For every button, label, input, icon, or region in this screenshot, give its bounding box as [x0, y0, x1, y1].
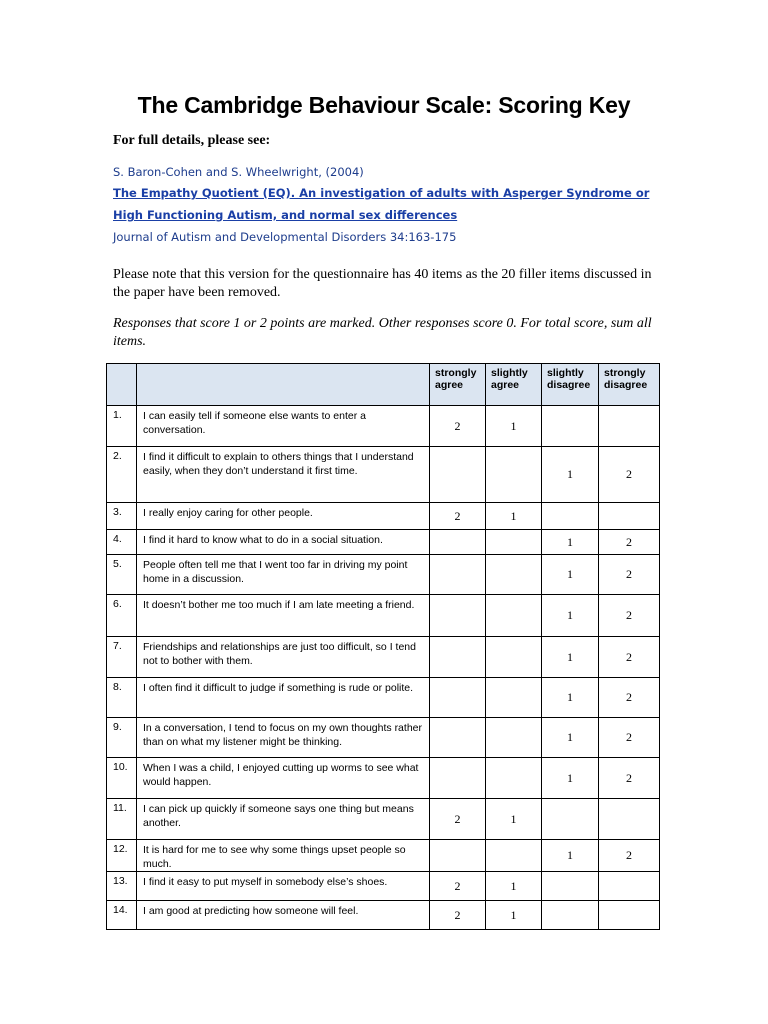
score-strongly-disagree: 2	[599, 595, 660, 637]
score-slightly-disagree: 1	[542, 530, 599, 555]
score-slightly-agree	[486, 840, 542, 872]
score-strongly-agree	[430, 595, 486, 637]
table-row	[107, 595, 660, 637]
score-strongly-agree: 2	[430, 901, 486, 930]
reference-journal: Journal of Autism and Developmental Disorders 34:163-175	[113, 230, 457, 244]
table-row	[107, 637, 660, 678]
score-strongly-disagree: 2	[599, 555, 660, 595]
score-strongly-disagree	[599, 503, 660, 530]
score-strongly-agree: 2	[430, 872, 486, 901]
score-strongly-disagree: 2	[599, 637, 660, 678]
score-slightly-disagree	[542, 406, 599, 447]
table-header-row	[107, 364, 660, 406]
score-strongly-agree: 2	[430, 799, 486, 840]
item-number: 1.	[107, 406, 137, 447]
item-number: 4.	[107, 530, 137, 555]
score-strongly-agree	[430, 530, 486, 555]
score-strongly-disagree	[599, 901, 660, 930]
item-number: 13.	[107, 872, 137, 901]
score-strongly-disagree: 2	[599, 718, 660, 758]
score-strongly-agree	[430, 678, 486, 718]
score-strongly-agree	[430, 447, 486, 503]
header-blank-num	[107, 364, 137, 406]
item-number: 8.	[107, 678, 137, 718]
item-text: In a conversation, I tend to focus on my own thoughts rather than on what my listener might be thinking.	[137, 718, 430, 758]
scoring-note: Responses that score 1 or 2 points are marked. Other responses score 0. For total score, sum all items.	[113, 316, 652, 349]
score-strongly-agree	[430, 637, 486, 678]
item-number: 7.	[107, 637, 137, 678]
score-strongly-agree	[430, 758, 486, 799]
score-slightly-agree: 1	[486, 872, 542, 901]
table-row	[107, 840, 660, 872]
score-slightly-agree	[486, 678, 542, 718]
score-slightly-agree: 1	[486, 799, 542, 840]
version-note: Please note that this version for the questionnaire has 40 items as the 20 filler items discussed in the paper have been removed.	[113, 267, 652, 300]
score-strongly-disagree: 2	[599, 758, 660, 799]
score-strongly-agree	[430, 718, 486, 758]
table-row	[107, 447, 660, 503]
score-strongly-agree	[430, 840, 486, 872]
table-row	[107, 678, 660, 718]
score-strongly-disagree: 2	[599, 447, 660, 503]
score-slightly-disagree: 1	[542, 678, 599, 718]
item-number: 12.	[107, 840, 137, 872]
score-slightly-agree: 1	[486, 406, 542, 447]
item-number: 9.	[107, 718, 137, 758]
item-text: I find it easy to put myself in somebody else’s shoes.	[137, 872, 430, 901]
score-slightly-agree	[486, 718, 542, 758]
score-slightly-disagree: 1	[542, 637, 599, 678]
item-number: 10.	[107, 758, 137, 799]
item-number: 6.	[107, 595, 137, 637]
table-row	[107, 503, 660, 530]
item-number: 5.	[107, 555, 137, 595]
score-slightly-agree	[486, 447, 542, 503]
item-text: I find it difficult to explain to others things that I understand easily, when they don’t understand it first time.	[137, 447, 430, 503]
item-text: Friendships and relationships are just too difficult, so I tend not to bother with them.	[137, 637, 430, 678]
header-slightly-agree: slightly agree	[486, 364, 542, 406]
item-text: I can pick up quickly if someone says one thing but means another.	[137, 799, 430, 840]
score-slightly-disagree: 1	[542, 555, 599, 595]
score-strongly-disagree	[599, 799, 660, 840]
score-strongly-agree: 2	[430, 503, 486, 530]
score-strongly-agree	[430, 555, 486, 595]
item-text: It is hard for me to see why some things upset people so much.	[137, 840, 430, 872]
item-text: I find it hard to know what to do in a social situation.	[137, 530, 430, 555]
item-text: People often tell me that I went too far in driving my point home in a discussion.	[137, 555, 430, 595]
score-slightly-agree: 1	[486, 901, 542, 930]
score-strongly-disagree	[599, 406, 660, 447]
header-strongly-disagree: strongly disagree	[599, 364, 660, 406]
reference-title-link[interactable]: The Empathy Quotient (EQ). An investigation of adults with Asperger Syndrome or	[113, 186, 650, 200]
score-slightly-agree	[486, 637, 542, 678]
item-number: 3.	[107, 503, 137, 530]
table-row	[107, 872, 660, 901]
table-row	[107, 530, 660, 555]
table-row	[107, 718, 660, 758]
item-number: 11.	[107, 799, 137, 840]
item-text: It doesn’t bother me too much if I am late meeting a friend.	[137, 595, 430, 637]
header-slightly-disagree: slightly disagree	[542, 364, 599, 406]
score-slightly-disagree	[542, 872, 599, 901]
score-slightly-disagree: 1	[542, 840, 599, 872]
reference-title-link-continued[interactable]: High Functioning Autism, and normal sex differences	[113, 208, 458, 222]
score-slightly-disagree: 1	[542, 758, 599, 799]
page-title: The Cambridge Behaviour Scale: Scoring Key	[137, 92, 631, 118]
score-slightly-agree: 1	[486, 503, 542, 530]
score-strongly-disagree: 2	[599, 678, 660, 718]
table-row	[107, 555, 660, 595]
item-number: 2.	[107, 447, 137, 503]
score-slightly-agree	[486, 530, 542, 555]
table-row	[107, 901, 660, 930]
item-number: 14.	[107, 901, 137, 930]
score-slightly-disagree: 1	[542, 718, 599, 758]
score-strongly-disagree	[599, 872, 660, 901]
score-slightly-agree	[486, 758, 542, 799]
header-blank-item	[137, 364, 430, 406]
item-text: When I was a child, I enjoyed cutting up worms to see what would happen.	[137, 758, 430, 799]
scoring-table	[106, 363, 660, 930]
table-row	[107, 406, 660, 447]
item-text: I really enjoy caring for other people.	[137, 503, 430, 530]
score-slightly-disagree: 1	[542, 447, 599, 503]
score-strongly-disagree: 2	[599, 840, 660, 872]
score-slightly-disagree: 1	[542, 595, 599, 637]
item-text: I can easily tell if someone else wants to enter a conversation.	[137, 406, 430, 447]
score-strongly-disagree: 2	[599, 530, 660, 555]
intro-text: For full details, please see:	[113, 133, 271, 148]
score-strongly-agree: 2	[430, 406, 486, 447]
score-slightly-disagree	[542, 901, 599, 930]
score-slightly-disagree	[542, 799, 599, 840]
table-row	[107, 758, 660, 799]
item-text: I am good at predicting how someone will feel.	[137, 901, 430, 930]
table-row	[107, 799, 660, 840]
score-slightly-disagree	[542, 503, 599, 530]
score-slightly-agree	[486, 555, 542, 595]
score-slightly-agree	[486, 595, 542, 637]
item-text: I often find it difficult to judge if something is rude or polite.	[137, 678, 430, 718]
reference-authors: S. Baron-Cohen and S. Wheelwright, (2004)	[113, 165, 364, 179]
header-strongly-agree: strongly agree	[430, 364, 486, 406]
